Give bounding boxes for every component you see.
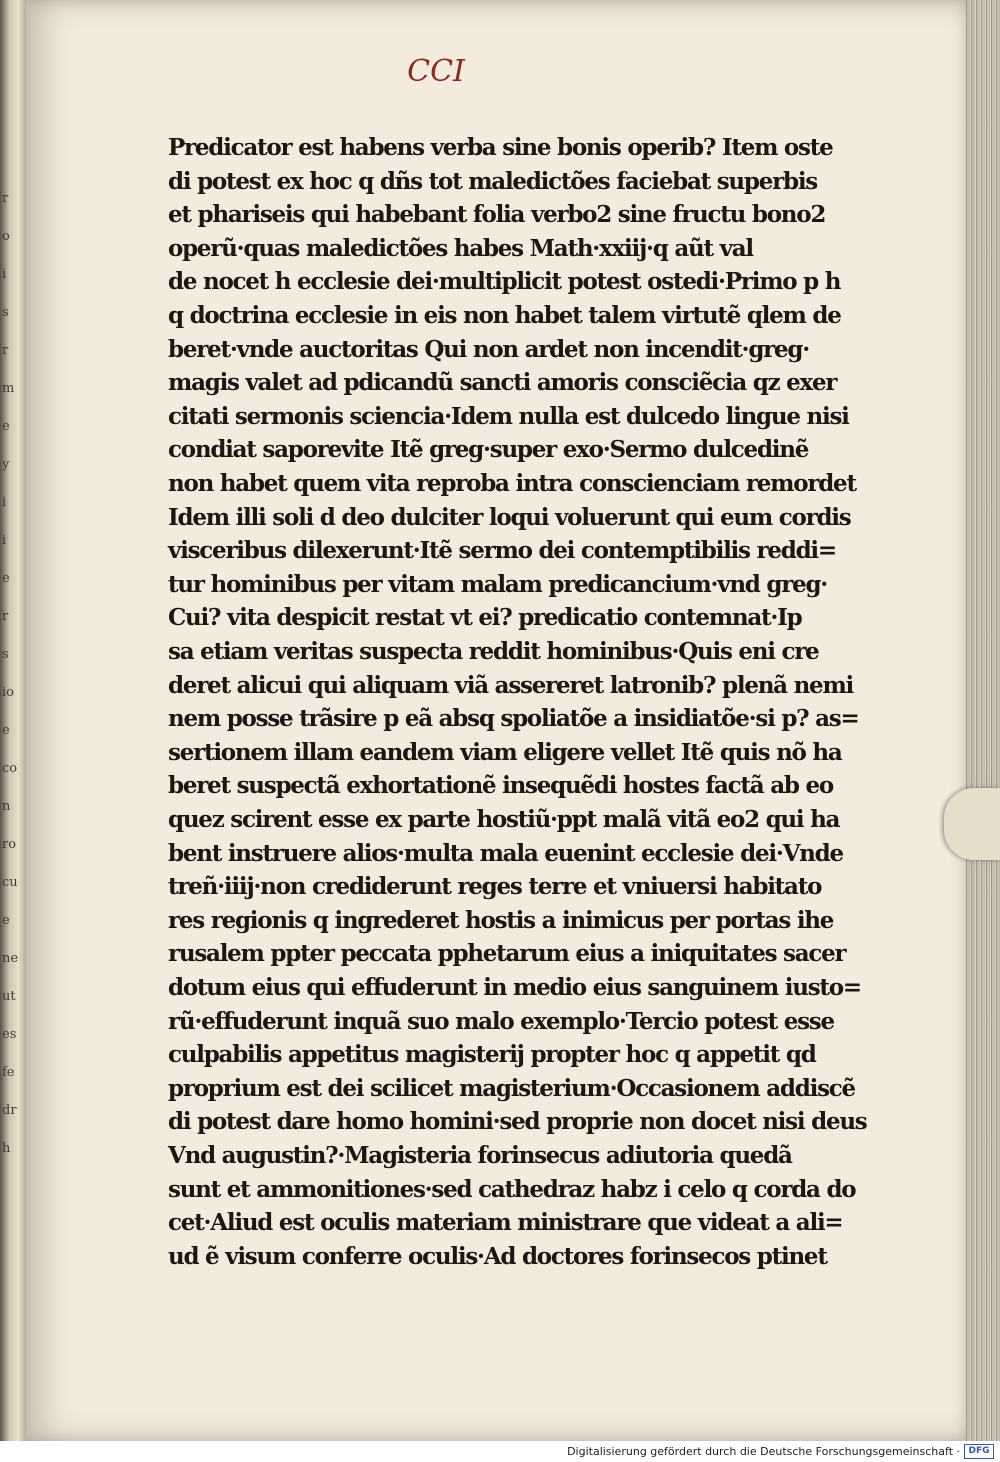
margin-note: s (2, 305, 9, 320)
text-line: operũ·quas maledictões habes Math·xxiij·q aũt val (168, 234, 753, 262)
margin-note: i (2, 533, 7, 548)
margin-note: es (2, 1027, 17, 1042)
funding-notice: Digitalisierung gefördert durch die Deutsche Forschungsgemeinschaft · (567, 1445, 960, 1458)
text-line: sunt et ammonitiones·sed cathedraz habz i celo q corda do (168, 1175, 856, 1203)
margin-note: ne (2, 951, 19, 966)
text-line: bent instruere alios·multa mala euenint ecclesie dei·Vnde (168, 839, 843, 867)
margin-note: fe (2, 1065, 15, 1080)
margin-note: y (2, 457, 10, 472)
margin-note: co (2, 761, 18, 776)
folio-number: CCI (407, 54, 465, 89)
text-line: beret·vnde auctoritas Qui non ardet non incendit·greg· (168, 335, 809, 363)
margin-note: io (2, 685, 14, 700)
margin-note: r (2, 191, 9, 206)
margin-note: e (2, 723, 10, 738)
text-line: citati sermonis sciencia·Idem nulla est dulcedo lingue nisi (168, 402, 849, 430)
text-line: Predicator est habens verba sine bonis operib? Item oste (168, 134, 833, 161)
text-line: dotum eius qui effuderunt in medio eius sanguinem iusto= (168, 974, 861, 1001)
margin-note: dr (2, 1103, 17, 1118)
text-line: Vnd augustin?·Magisteria forinsecus adiutoria quedã (168, 1142, 792, 1169)
dfg-logo: DFG (964, 1444, 994, 1459)
margin-note: s (2, 647, 9, 662)
page (26, 0, 970, 1441)
margin-note: i (2, 495, 7, 510)
text-line: proprium est dei scilicet magisterium·Occasionem addiscẽ (168, 1074, 855, 1102)
text-line: quez scirent esse ex parte hostiũ·ppt malã vitã eo2 qui ha (168, 806, 840, 833)
text-line: ud ẽ visum conferre oculis·Ad doctores forinsecos ptinet (168, 1242, 827, 1270)
margin-note: n (2, 799, 11, 814)
margin-note: ut (2, 989, 16, 1004)
margin-note: e (2, 419, 10, 434)
text-line: non habet quem vita reproba intra conscienciam remordet (168, 470, 856, 497)
margin-note: r (2, 609, 9, 624)
text-line: de nocet h ecclesie dei·multiplicit potest ostedi·Primo p h (168, 268, 841, 296)
text-line: Idem illi soli d deo dulciter loqui voluerunt qui eum cordis (168, 503, 851, 531)
text-line: cet·Aliud est oculis materiam ministrare que videat a ali= (168, 1209, 843, 1237)
text-line: culpabilis appetitus magisterij propter hoc q appetit qd (168, 1041, 816, 1069)
text-line: condiat saporevite Itẽ greg·super exo·Sermo dulcedinẽ (168, 436, 809, 464)
text-line: rusalem ppter peccata pphetarum eius a iniquitates sacer (168, 940, 846, 968)
margin-note: o (2, 229, 10, 244)
text-block (168, 131, 867, 1270)
margin-note: e (2, 913, 10, 928)
text-line: treñ·iiij·non crediderunt reges terre et vniuersi habitato (168, 873, 822, 901)
text-line: nem posse trãsire p eã absq spoliatõe a insidiatõe·si p? as= (168, 705, 859, 733)
text-line: Cui? vita despicit restat vt ei? predicatio contemnat·Ip (168, 604, 802, 632)
facing-page-edge (0, 0, 26, 1441)
margin-note: m (2, 381, 15, 396)
margin-note: h (2, 1141, 11, 1156)
text-line: di potest ex hoc q dñs tot maledictões faciebat superbis (168, 167, 818, 195)
text-line: deret alicui qui aliquam viã assereret latronib? plenã nemi (168, 671, 854, 699)
margin-note: r (2, 343, 9, 358)
text-line: visceribus dilexerunt·Itẽ sermo dei contemptibilis reddi= (168, 537, 836, 565)
text-line: sa etiam veritas suspecta reddit hominibus·Quis eni cre (168, 638, 819, 665)
margin-note: ro (2, 837, 17, 852)
text-line: beret suspectã exhortationẽ insequẽdi hostes factã ab eo (168, 772, 833, 800)
text-line: rũ·effuderunt inquã suo malo exemplo·Tercio potest esse (168, 1007, 834, 1035)
margin-note: cu (2, 875, 18, 890)
text-line: magis valet ad pdicandũ sancti amoris consciẽcia qz exer (168, 369, 837, 397)
margin-note: i (2, 267, 7, 282)
text-line: res regionis q ingrederet hostis a inimicus per portas ihe (168, 906, 834, 934)
footer-bar (0, 1441, 1000, 1462)
facing-page-margin-notes (0, 180, 26, 1180)
text-line: q doctrina ecclesie in eis non habet talem virtutẽ qlem de (168, 302, 841, 329)
margin-note: e (2, 571, 10, 586)
text-line: tur hominibus per vitam malam predicancium·vnd greg· (168, 570, 828, 598)
text-line: sertionem illam eandem viam eligere vellet Itẽ quis nõ ha (168, 738, 842, 766)
page-edges (966, 0, 1000, 1441)
text-line: et phariseis qui habebant folia verbo2 sine fructu bono2 (168, 201, 826, 229)
text-line: di potest dare homo homini·sed proprie non docet nisi deus (168, 1108, 867, 1136)
book-clasp-tab (944, 788, 1000, 860)
